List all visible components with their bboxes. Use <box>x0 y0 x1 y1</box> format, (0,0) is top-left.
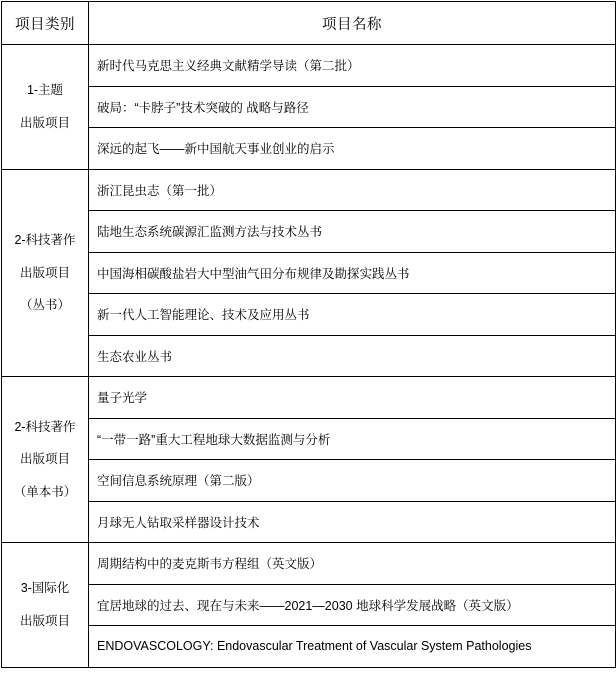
project-name-cell: 中国海相碳酸盐岩大中型油气田分布规律及勘探实践丛书 <box>89 252 616 294</box>
table-row <box>2 45 616 87</box>
category-line: 出版项目 <box>19 265 70 280</box>
category-line: 1-主题 <box>26 83 64 98</box>
column-header-category: 项目类别 <box>2 2 89 45</box>
category-line: 2-科技著作 <box>14 233 76 247</box>
category-line: 出版项目 <box>19 115 70 130</box>
project-name-cell: ENDOVASCOLOGY: Endovascular Treatment of Vascular System Pathologies <box>89 626 616 668</box>
table-row <box>2 86 616 128</box>
project-name-cell: 周期结构中的麦克斯韦方程组（英文版） <box>89 543 616 585</box>
table-row <box>2 377 616 419</box>
project-name-cell: 深远的起飞——新中国航天事业创业的启示 <box>89 128 616 170</box>
table-row <box>2 294 616 336</box>
project-name-cell: 新一代人工智能理论、技术及应用丛书 <box>89 294 616 336</box>
table-row <box>2 501 616 543</box>
table-row <box>2 543 616 585</box>
category-line: 3-国际化 <box>20 581 70 596</box>
table-row <box>2 584 616 626</box>
column-header-name: 项目名称 <box>89 2 616 45</box>
category-line: 出版项目 <box>19 452 70 467</box>
category-cell-4 <box>2 543 89 668</box>
category-cell-2 <box>2 169 89 377</box>
project-name-cell: 破局：“卡脖子”技术突破的 战略与路径 <box>89 86 616 128</box>
project-list-table <box>1 1 616 668</box>
project-name-cell: 空间信息系统原理（第二版） <box>89 460 616 502</box>
table-row <box>2 128 616 170</box>
category-line: （丛书） <box>19 298 70 312</box>
project-name-cell: 宜居地球的过去、现在与未来——2021—2030 地球科学发展战略（英文版） <box>89 584 616 626</box>
category-line: 2-科技著作 <box>14 419 76 434</box>
category-line: 出版项目 <box>19 613 70 628</box>
category-cell-3 <box>2 377 89 543</box>
table-row <box>2 169 616 211</box>
table-row <box>2 335 616 377</box>
category-cell-1 <box>2 45 89 170</box>
project-name-cell: 量子光学 <box>89 377 616 419</box>
table-row <box>2 460 616 502</box>
table-body <box>2 45 616 668</box>
project-name-cell: “一带一路”重大工程地球大数据监测与分析 <box>89 418 616 460</box>
project-name-cell: 新时代马克思主义经典文献精学导读（第二批） <box>89 45 616 87</box>
table-row <box>2 418 616 460</box>
category-line: （单本书） <box>13 484 77 499</box>
table-row <box>2 626 616 668</box>
project-name-cell: 生态农业丛书 <box>89 335 616 377</box>
table-row <box>2 211 616 253</box>
project-name-cell: 浙江昆虫志（第一批） <box>89 169 616 211</box>
project-name-cell: 月球无人钻取采样器设计技术 <box>89 501 616 543</box>
table-row <box>2 252 616 294</box>
table-header-row <box>2 2 616 45</box>
project-name-cell: 陆地生态系统碳源汇监测方法与技术丛书 <box>89 211 616 253</box>
